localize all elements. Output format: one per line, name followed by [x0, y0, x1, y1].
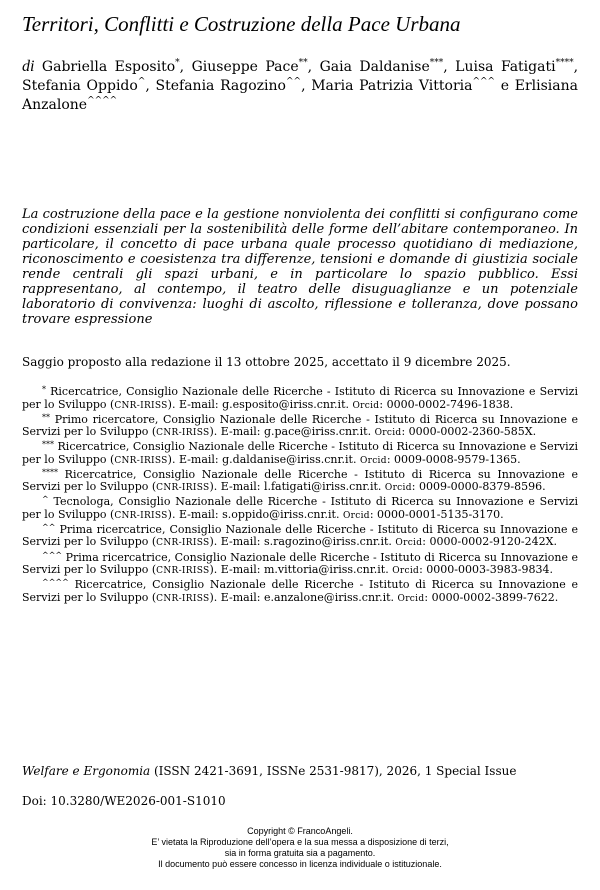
footnote-mark: ****	[42, 467, 58, 477]
author-separator: e	[495, 78, 515, 94]
orcid-id: : 0000-0002-3899-7622.	[424, 590, 559, 604]
author-mark: ^	[137, 77, 146, 87]
article-title: Territori, Conflitti e Costruzione della Pace Urbana	[22, 12, 461, 36]
footnote	[22, 496, 578, 522]
footnote-affiliation: , Consiglio Nazionale delle Ricerche - Istituto di Ricerca su Innovazione e Servizi per lo Sviluppo (	[22, 467, 579, 494]
copyright-line: Il documento può essere concesso in licenza individuale o istituzionale.	[158, 859, 442, 869]
orcid-id: : 0009-0000-8379-8596.	[411, 480, 546, 494]
footnote-role: Primo ricercatore	[54, 412, 155, 426]
footnote	[22, 441, 578, 467]
orcid-label: Orcid	[397, 593, 425, 604]
author-name: Maria Patrizia Vittoria	[311, 78, 473, 94]
footnote-mark: **	[42, 412, 50, 422]
journal-name: Welfare e Ergonomia	[22, 764, 151, 778]
footnote-role: Ricercatrice	[57, 440, 126, 454]
footnote-acronym: CNR-IRISS	[156, 483, 210, 494]
author-name: Stefania Ragozino	[155, 78, 286, 94]
footnote-role: Tecnologa	[53, 495, 111, 509]
orcid-id: : 0000-0001-5135-3170.	[369, 507, 504, 521]
footnote-mark: ^^^^	[42, 578, 69, 588]
author-mark: ^^	[285, 77, 302, 87]
footnote-acronym: CNR-IRISS	[156, 566, 210, 577]
footnote-mark: ^^^	[42, 550, 63, 560]
author-footnotes	[22, 386, 578, 607]
footnote	[22, 579, 578, 605]
orcid-label: Orcid	[342, 510, 370, 521]
author-separator: ,	[307, 59, 320, 75]
author-name: Erlisiana Anzalone	[22, 78, 578, 113]
orcid-label: Orcid	[392, 566, 420, 577]
copyright-line: Copyright © FrancoAngeli.	[247, 826, 353, 836]
footnote-affiliation: , Consiglio Nazionale delle Ricerche - Istituto di Ricerca su Innovazione e Servizi per lo Sviluppo (	[22, 522, 578, 549]
author-mark: ****	[555, 58, 574, 68]
journal-citation	[22, 764, 578, 779]
copyright-line: E’ vietata la Riproduzione dell’opera e la sua messa a disposizione di terzi,	[151, 837, 449, 847]
abstract: La costruzione della pace e la gestione nonviolenta dei conflitti si configurano come condizioni essenziali per la sostenibilità delle forme dell’abitare contemporaneo. In particolare, il concetto di pace urbana quale processo quotidiano di mediazione, riconoscimento e coesistenza tra differenze, tensioni e domande di giustizia sociale rende centrali gli spazi urbani, e in particolare lo spazio pubblico. Essi rappresentano, al contempo, il teatro delle disuguaglianze e un potenziale laboratorio di convivenza: luoghi di ascolto, riflessione e tolleranza, dove possano trovare espressione	[22, 207, 578, 327]
footnote-mark: ^^	[42, 522, 56, 532]
footnote-affiliation: , Consiglio Nazionale delle Ricerche - Istituto di Ricerca su Innovazione e Servizi per lo Sviluppo (	[22, 412, 579, 439]
orcid-label: Orcid	[359, 455, 387, 466]
author-mark: *	[175, 58, 180, 68]
footnote-acronym: CNR-IRISS	[156, 593, 210, 604]
author-name: Giuseppe Pace	[191, 59, 299, 75]
byline-di: di	[22, 58, 35, 75]
footnote-email: ). E-mail: g.daldanise@iriss.cnr.it.	[167, 452, 360, 466]
author-name: Luisa Fatigati	[455, 59, 556, 75]
orcid-label: Orcid	[352, 400, 380, 411]
footnote-role: Prima ricercatrice	[59, 522, 162, 536]
footnote	[22, 386, 578, 412]
submission-dates: Saggio proposto alla redazione il 13 ottobre 2025, accettato il 9 dicembre 2025.	[22, 355, 511, 369]
journal-details: (ISSN 2421-3691, ISSNe 2531-9817), 2026, 1 Special Issue	[150, 764, 517, 778]
footnote-email: ). E-mail: g.pace@iriss.cnr.it.	[209, 425, 375, 439]
orcid-id: : 0000-0002-9120-242X.	[422, 535, 557, 549]
author-separator: ,	[573, 59, 579, 75]
footnote	[22, 414, 578, 440]
footnote-acronym: CNR-IRISS	[156, 428, 210, 439]
copyright-notice	[0, 826, 600, 870]
footnote-acronym: CNR-IRISS	[156, 538, 210, 549]
orcid-id: : 0000-0003-3983-9834.	[419, 563, 553, 577]
footnote-role: Ricercatrice	[64, 467, 133, 481]
author-mark: ^^^^	[87, 96, 118, 106]
copyright-line: sia in forma gratuita sia a pagamento.	[224, 848, 376, 858]
footnote-email: ). E-mail: g.esposito@iriss.cnr.it.	[167, 397, 353, 411]
orcid-label: Orcid	[395, 538, 423, 549]
footnote-affiliation: , Consiglio Nazionale delle Ricerche - Istituto di Ricerca su Innovazione e Servizi per lo Sviluppo (	[22, 578, 578, 604]
footnote-role: Prima ricercatrice	[65, 550, 168, 564]
footnote-email: ). E-mail: s.ragozino@iriss.cnr.it.	[209, 535, 396, 549]
footnote-role: Ricercatrice	[50, 385, 119, 398]
footnote-acronym: CNR-IRISS	[114, 455, 168, 466]
author-name: Stefania Oppido	[22, 78, 138, 94]
orcid-id: : 0000-0002-2360-585X.	[401, 425, 537, 439]
footnote-role: Ricercatrice	[74, 578, 143, 592]
orcid-id: : 0000-0002-7496-1838.	[379, 397, 514, 411]
footnote-mark: *	[42, 385, 46, 394]
author-mark: **	[298, 58, 308, 68]
author-name: Gaia Daldanise	[319, 59, 430, 75]
footnote	[22, 552, 578, 578]
author-separator: ,	[443, 59, 456, 75]
footnote-acronym: CNR-IRISS	[114, 400, 168, 411]
footnote	[22, 524, 578, 550]
footnote-email: ). E-mail: e.anzalone@iriss.cnr.it.	[209, 590, 398, 604]
author-name: Gabriella Esposito	[41, 59, 176, 75]
author-separator: ,	[145, 78, 156, 94]
footnote-email: ). E-mail: l.fatigati@iriss.cnr.it.	[209, 480, 385, 494]
author-separator: ,	[301, 78, 312, 94]
footnote-affiliation: , Consiglio Nazionale delle Ricerche - Istituto di Ricerca su Innovazione e Servizi per lo Sviluppo (	[22, 385, 578, 411]
author-mark: ***	[429, 58, 444, 68]
doi: Doi: 10.3280/WE2026-001-S1010	[22, 794, 226, 808]
author-list	[22, 59, 578, 113]
author-separator: ,	[179, 59, 192, 75]
footnote-email: ). E-mail: m.vittoria@iriss.cnr.it.	[209, 563, 393, 577]
orcid-label: Orcid	[384, 483, 412, 494]
orcid-label: Orcid	[374, 428, 402, 439]
footnote-affiliation: , Consiglio Nazionale delle Ricerche - Istituto di Ricerca su Innovazione e Servizi per lo Sviluppo (	[22, 495, 579, 521]
footnote-email: ). E-mail: s.oppido@iriss.cnr.it.	[167, 507, 343, 521]
footnote-acronym: CNR-IRISS	[114, 510, 168, 521]
author-byline	[22, 57, 578, 115]
footnote	[22, 469, 578, 495]
footnote-affiliation: , Consiglio Nazionale delle Ricerche - Istituto di Ricerca su Innovazione e Servizi per lo Sviluppo (	[22, 440, 579, 466]
author-mark: ^^^	[472, 77, 496, 87]
footnote-mark: ^	[42, 495, 49, 505]
footnote-affiliation: , Consiglio Nazionale delle Ricerche - Istituto di Ricerca su Innovazione e Servizi per lo Sviluppo (	[22, 550, 578, 577]
orcid-id: : 0009-0008-9579-1365.	[386, 452, 521, 466]
footnote-mark: ***	[42, 440, 54, 450]
